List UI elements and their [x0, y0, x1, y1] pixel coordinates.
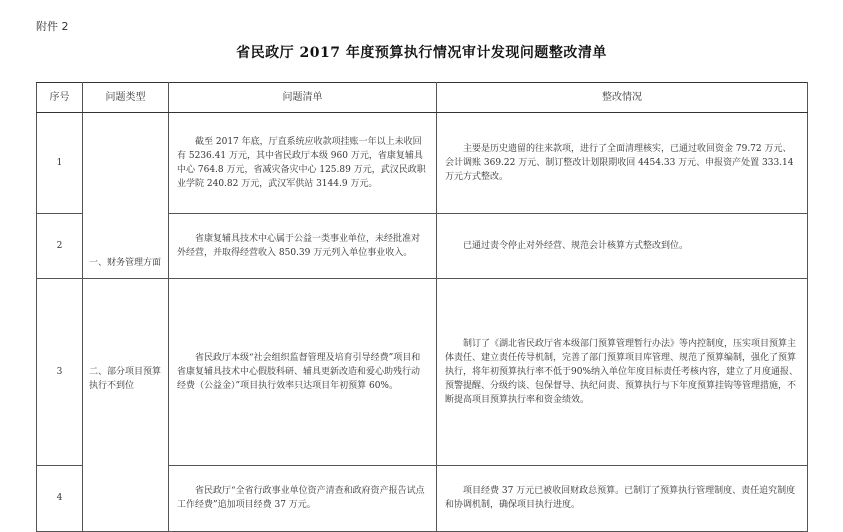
row-seq: 3 — [37, 279, 83, 466]
fix-cell: 已通过责令停止对外经营、规范会计核算方式整改到位。 — [437, 214, 808, 279]
issue-type-cell: 一、财务管理方面 — [83, 113, 169, 279]
header-type: 问题类型 — [83, 83, 169, 113]
row-seq: 1 — [37, 113, 83, 214]
issue-type-cell: 二、部分项目预算执行不到位 — [83, 279, 169, 532]
fix-cell: 项目经费 37 万元已被收回财政总预算。已制订了预算执行管理制度、责任追究制度和协调机制，确保项目执行进度。 — [437, 465, 808, 531]
header-fix: 整改情况 — [437, 83, 808, 113]
attachment-label: 附件 2 — [36, 20, 69, 33]
table-row — [37, 279, 808, 466]
fix-cell: 制订了《湖北省民政厅省本级部门预算管理暂行办法》等内控制度，压实项目预算主体责任、建立责任传导机制，完善了部门预算项目库管理、规范了预算编制，强化了预算执行，将年初预算执行率不低于90%纳入单位年度目标责任考核内容，建立了月度通报、预警提醒、分级约谈、包保督导、执纪问责、预算执行与下年度预算挂钩等管理措施，不断提高项目预算执行率和资金绩效。 — [437, 279, 808, 466]
row-seq: 4 — [37, 465, 83, 531]
row-seq: 2 — [37, 214, 83, 279]
issue-cell: 省康复辅具技术中心属于公益一类事业单位，未经批准对外经营，并取得经营收入 850.39 万元列入单位事业收入。 — [169, 214, 437, 279]
rectification-table — [36, 82, 808, 532]
issue-cell: 省民政厅“全省行政事业单位资产清查和政府资产报告试点工作经费”追加项目经费 37 万元。 — [169, 465, 437, 531]
header-seq: 序号 — [37, 83, 83, 113]
table-row — [37, 113, 808, 214]
issue-cell: 截至 2017 年底，厅直系统应收款项挂账一年以上未收回有 5236.41 万元，其中省民政厅本级 960 万元，省康复辅具中心 764.8 万元，省减灾备灾中心 125.89 万元，武汉民政职业学院 240.82 万元，武汉军供站 3144.9 万元。 — [169, 113, 437, 214]
issue-cell: 省民政厅本级“社会组织监督管理及培育引导经费”项目和省康复辅具技术中心假肢科研、辅具更新改造和爱心助残行动经费（公益金）”项目执行效率只达项目年初预算 60%。 — [169, 279, 437, 466]
table-header-row — [37, 83, 808, 113]
fix-cell: 主要是历史遗留的往来款项，进行了全面清理核实，已通过收回资金 79.72 万元、会计调账 369.22 万元、制订整改计划限期收回 4454.33 万元、申报资产处置 333.14 万元方式整改。 — [437, 113, 808, 214]
document-title: 省民政厅 2017 年度预算执行情况审计发现问题整改清单 — [236, 45, 607, 61]
header-issue: 问题清单 — [169, 83, 437, 113]
